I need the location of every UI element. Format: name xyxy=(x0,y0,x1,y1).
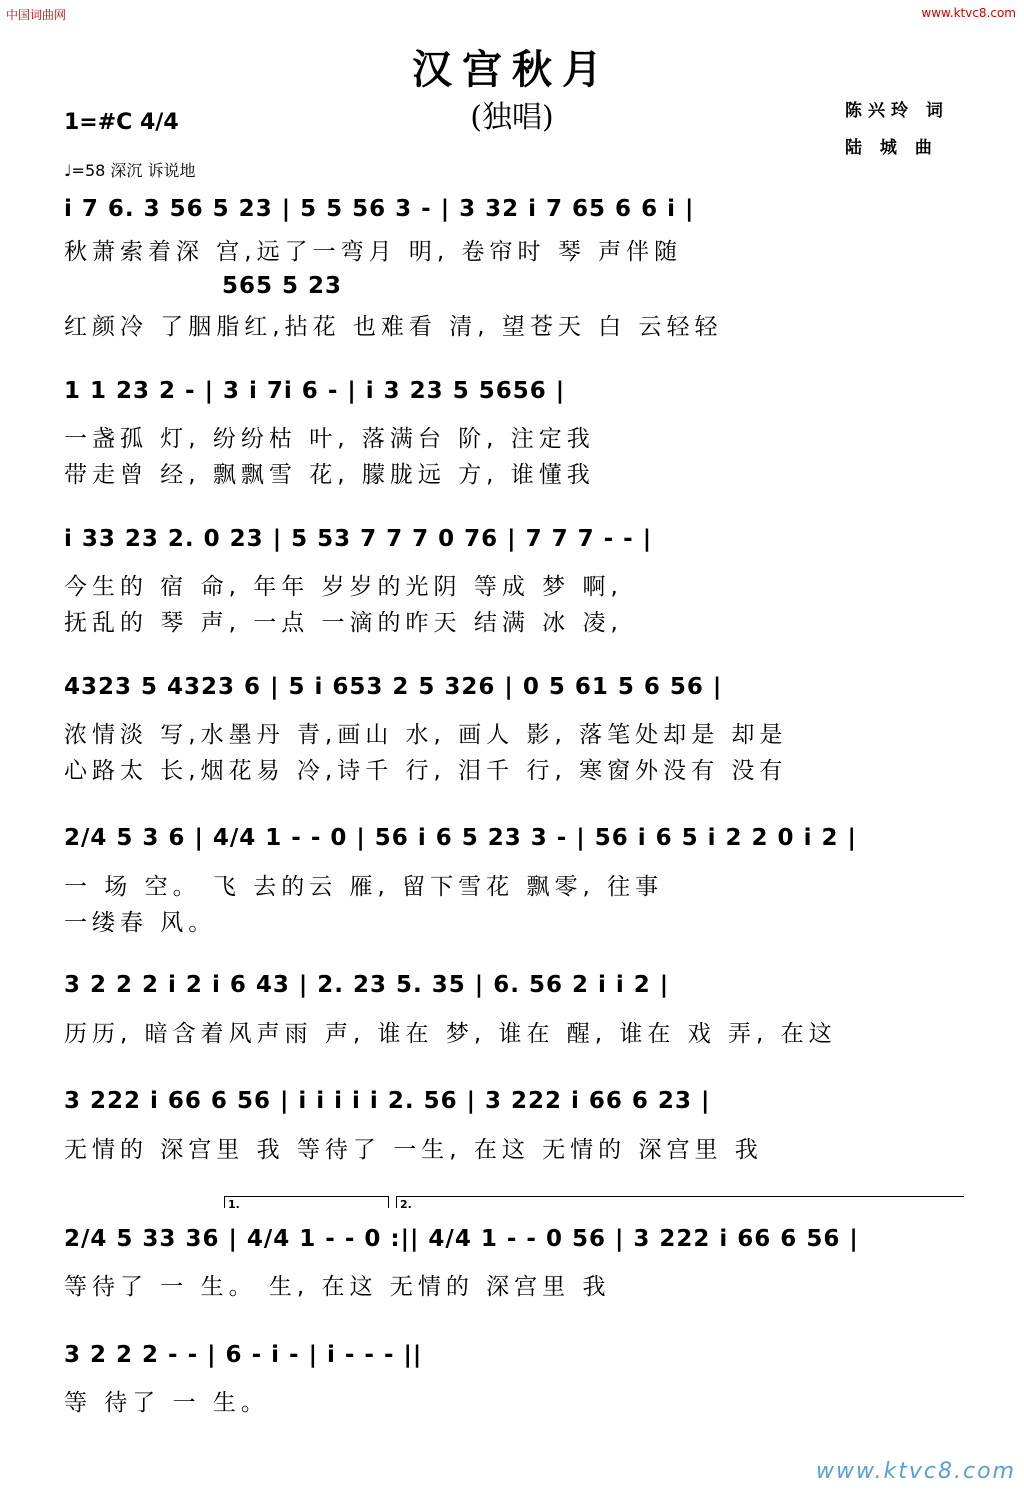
score-line-1-verse-2: 红颜冷 了胭脂红,拈花 也难看 清, 望苍天 白 云轻轻 xyxy=(64,314,723,340)
tempo-marking: ♩=58 深沉 诉说地 xyxy=(64,161,196,180)
song-subtitle: (独唱) xyxy=(470,100,554,135)
composer-credit: 陆 城 曲 xyxy=(845,138,938,158)
score-line-6-verse-1: 历历, 暗含着风声雨 声, 谁在 梦, 谁在 醒, 谁在 戏 弄, 在这 xyxy=(64,1021,837,1047)
score-line-7-verse-1: 无情的 深宫里 我 等待了 一生, 在这 无情的 深宫里 我 xyxy=(64,1137,763,1163)
volta-bracket-2-tick xyxy=(396,1196,397,1208)
volta-bracket-1 xyxy=(224,1196,388,1197)
score-line-8-verse-1: 等待了 一 生。 生, 在这 无情的 深宫里 我 xyxy=(64,1274,611,1300)
score-line-9-verse-1: 等 待了 一 生。 xyxy=(64,1390,269,1416)
score-line-1-notes: i 7 6. 3 56 5 23 | 5 5 56 3 - | 3 32 i 7 65 6 6 i | xyxy=(64,196,695,222)
volta-bracket-2 xyxy=(396,1196,964,1197)
score-line-2-notes: 1 1 23 2 - | 3 i 7i 6 - | i 3 23 5 5656 | xyxy=(64,378,566,404)
score-line-3-verse-1: 今生的 宿 命, 年年 岁岁的光阴 等成 梦 啊, xyxy=(64,574,623,600)
score-line-5-verse-1: 一 场 空。 飞 去的云 雁, 留下雪花 飘零, 往事 xyxy=(64,874,664,900)
volta-number-2: 2. xyxy=(400,1198,412,1211)
score-line-8-notes: 2/4 5 33 36 | 4/4 1 - - 0 :|| 4/4 1 - - 0 56 | 3 222 i 66 6 56 | xyxy=(64,1226,859,1252)
site-url-right: www.ktvc8.com xyxy=(921,6,1016,20)
score-line-2-verse-1: 一盏孤 灯, 纷纷枯 叶, 落满台 阶, 注定我 xyxy=(64,426,595,452)
site-name-left: 中国词曲网 xyxy=(6,8,67,22)
lyricist-credit: 陈兴玲 词 xyxy=(845,101,949,121)
score-line-3-notes: i 33 23 2. 0 23 | 5 53 7 7 7 0 76 | 7 7 7 - - | xyxy=(64,526,653,552)
score-line-2-verse-2: 带走曾 经, 飘飘雪 花, 朦胧远 方, 谁懂我 xyxy=(64,462,595,488)
score-line-4-verse-1: 浓情淡 写,水墨丹 青,画山 水, 画人 影, 落笔处却是 却是 xyxy=(64,722,788,748)
score-line-9-notes: 3 2 2 2 - - | 6 - i - | i - - - || xyxy=(64,1342,423,1368)
song-title: 汉宫秋月 xyxy=(412,47,612,93)
site-watermark: www.ktvc8.com xyxy=(815,1459,1016,1484)
volta-number-1: 1. xyxy=(228,1198,240,1211)
score-line-1-alt-notes: 565 5 23 xyxy=(222,273,343,299)
score-line-3-verse-2: 抚乱的 琴 声, 一点 一滴的昨天 结满 冰 凌, xyxy=(64,610,623,636)
score-line-1-verse-1: 秋萧索着深 宫,远了一弯月 明, 卷帘时 琴 声伴随 xyxy=(64,239,683,265)
score-line-5-notes: 2/4 5 3 6 | 4/4 1 - - 0 | 56 i 6 5 23 3 - | 56 i 6 5 i 2 2 0 i 2 | xyxy=(64,825,857,851)
score-line-4-notes: 4323 5 4323 6 | 5 i 653 2 5 326 | 0 5 61 5 6 56 | xyxy=(64,674,723,700)
volta-bracket-1-tick xyxy=(224,1196,225,1208)
score-line-7-notes: 3 222 i 66 6 56 | i i i i i 2. 56 | 3 222 i 66 6 23 | xyxy=(64,1088,711,1114)
score-line-5-verse-2: 一缕春 风。 xyxy=(64,910,217,936)
volta-bracket-1-end-tick xyxy=(388,1196,389,1208)
score-line-6-notes: 3 2 2 2 i 2 i 6 43 | 2. 23 5. 35 | 6. 56 2 i i 2 | xyxy=(64,972,670,998)
score-line-4-verse-2: 心路太 长,烟花易 冷,诗千 行, 泪千 行, 寒窗外没有 没有 xyxy=(64,758,788,784)
key-signature: 1=#C 4/4 xyxy=(64,110,179,135)
